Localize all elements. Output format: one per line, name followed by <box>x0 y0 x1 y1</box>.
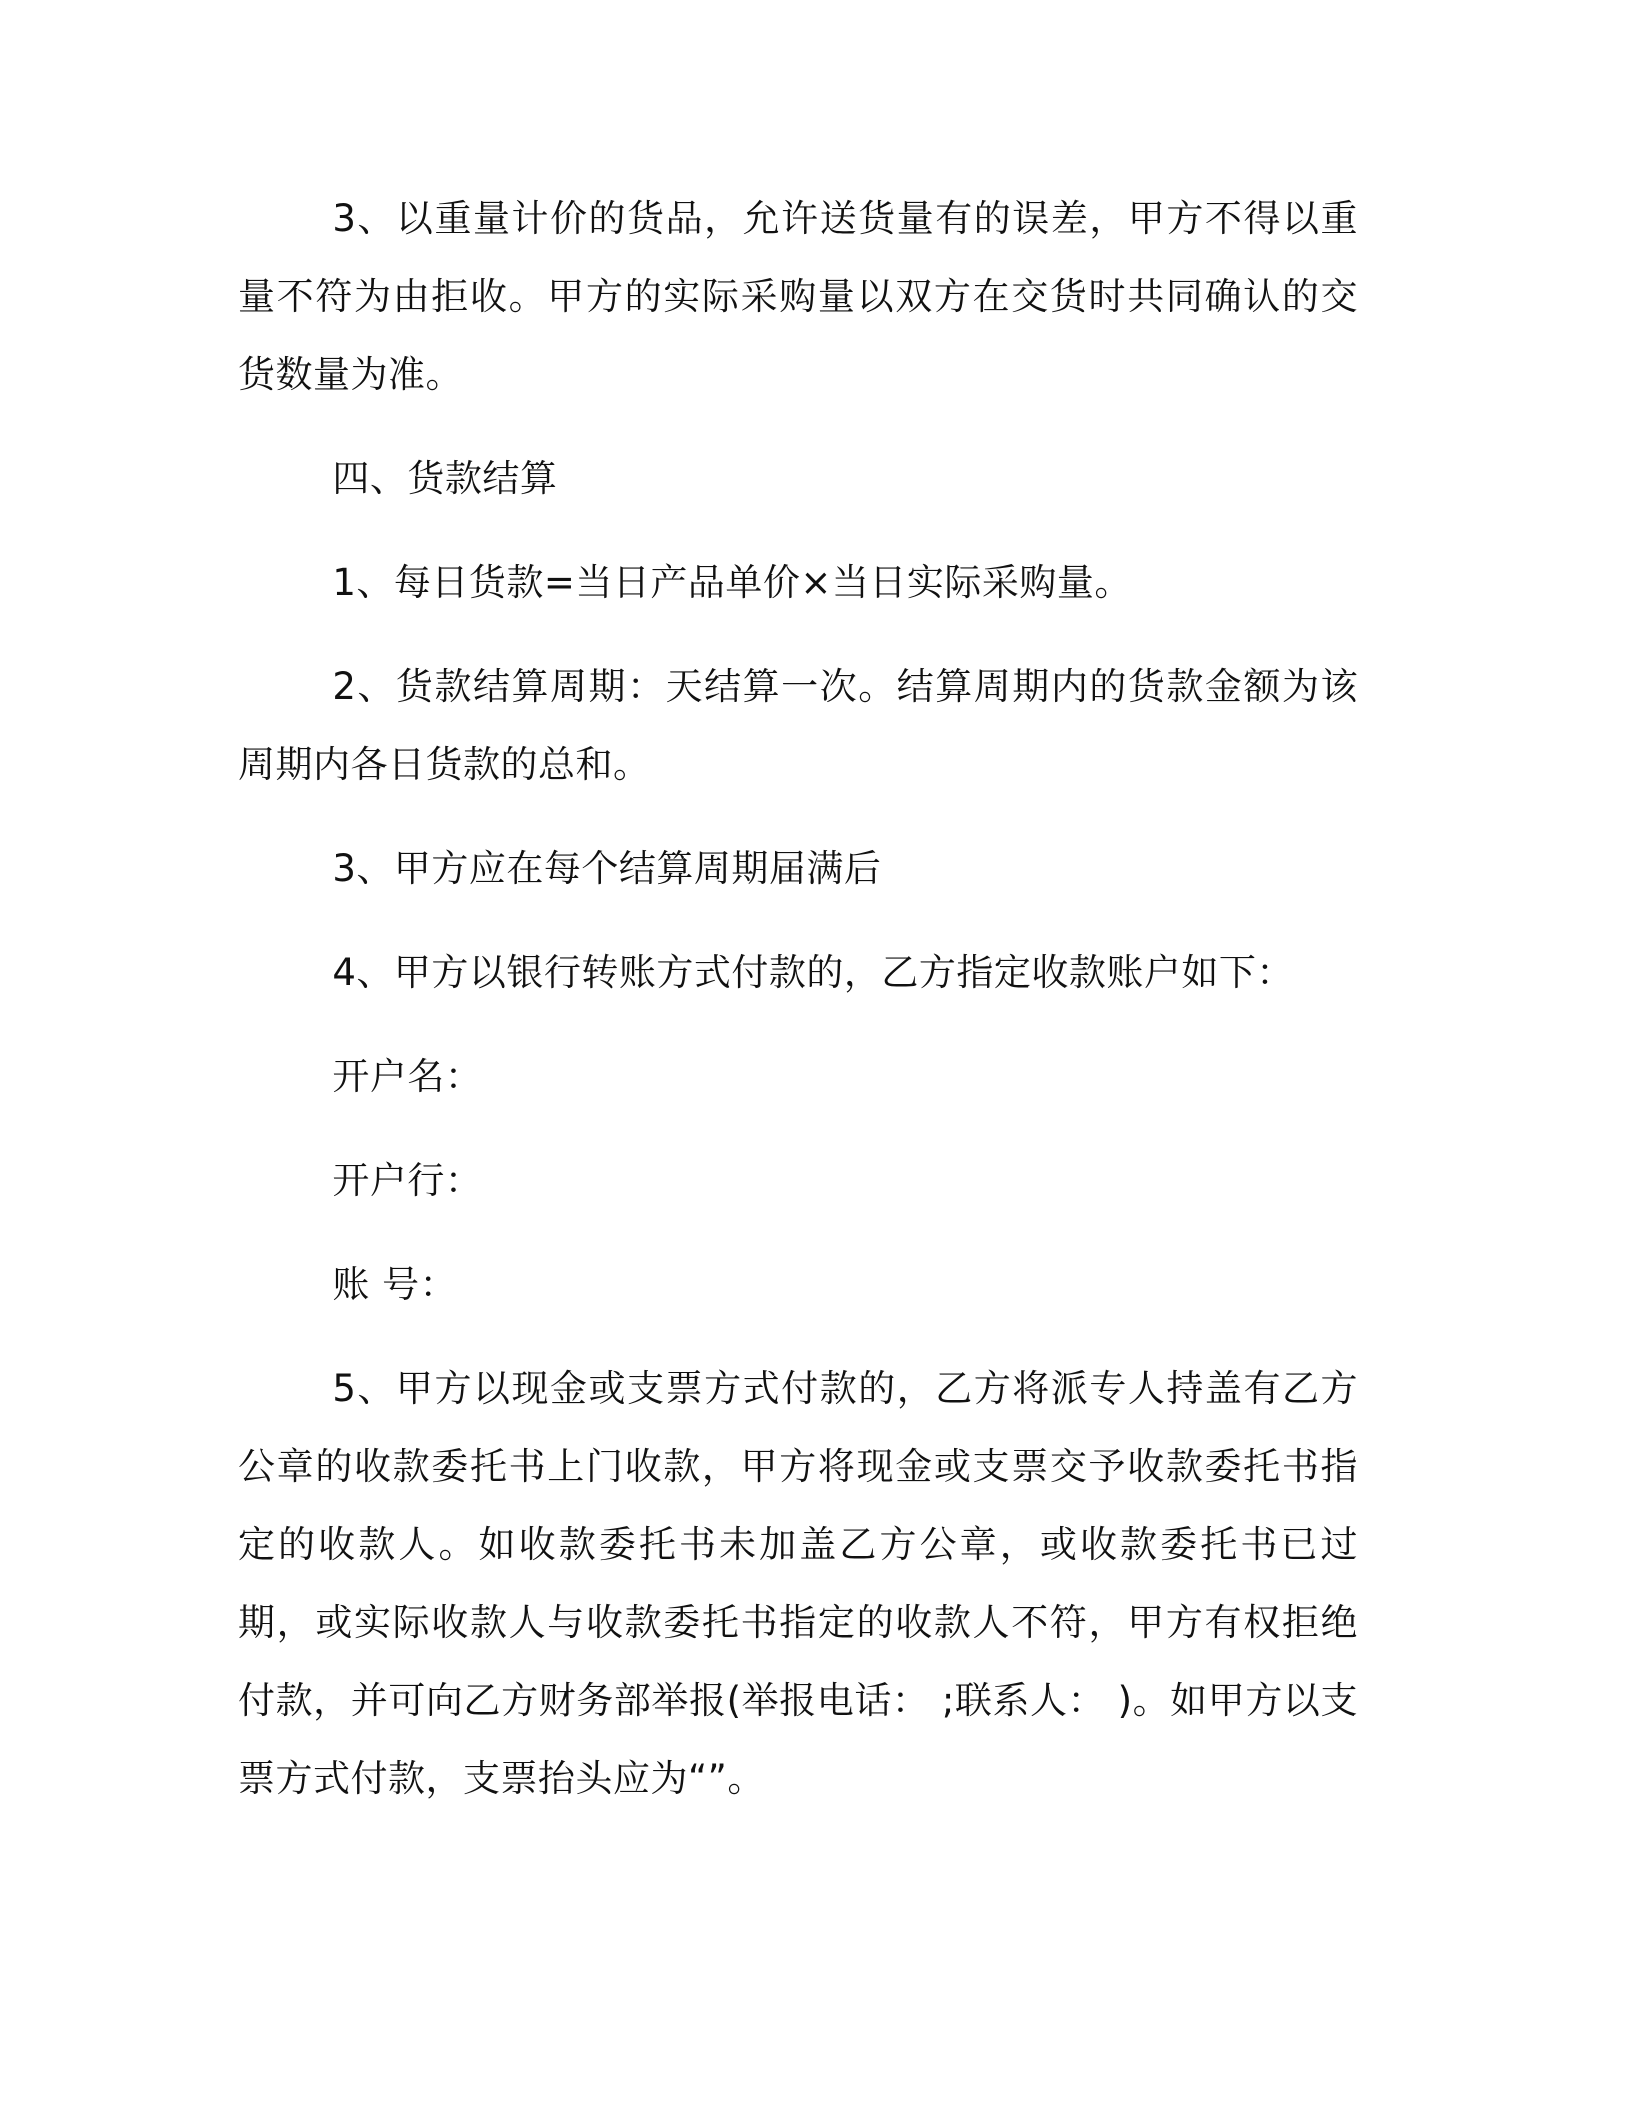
paragraph-settlement-cycle: 2、货款结算周期：天结算一次。结算周期内的货款金额为该周期内各日货款的总和。 <box>238 665 1358 786</box>
paragraph-cash-cheque-payment: 5、甲方以现金或支票方式付款的，乙方将派专人持盖有乙方公章的收款委托书上门收款，甲方将现金或支票交予收款委托书指定的收款人。如收款委托书未加盖乙方公章，或收款委托书已过期，或实际收款人与收款委托书指定的收款人不符，甲方有权拒绝付款，并可向乙方财务部举报(举报电话： ;联系人： )。如甲方以支票方式付款，支票抬头应为“”。 <box>238 1367 1358 1800</box>
section-heading-payment-settlement: 四、货款结算 <box>332 457 558 500</box>
account-name-label: 开户名： <box>332 1055 483 1098</box>
paragraph-bank-transfer: 4、甲方以银行转账方式付款的，乙方指定收款账户如下： <box>332 951 1294 994</box>
paragraph-weight-tolerance: 3、以重量计价的货品，允许送货量有的误差，甲方不得以重量不符为由拒收。甲方的实际采购量以双方在交货时共同确认的交货数量为准。 <box>238 197 1358 396</box>
bank-label: 开户行： <box>332 1159 483 1202</box>
paragraph-payment-deadline: 3、甲方应在每个结算周期届满后 <box>332 847 882 890</box>
account-number-label: 账 号： <box>332 1263 458 1306</box>
document-body <box>238 180 1358 1844</box>
paragraph-daily-payment: 1、每日货款=当日产品单价×当日实际采购量。 <box>332 561 1132 604</box>
